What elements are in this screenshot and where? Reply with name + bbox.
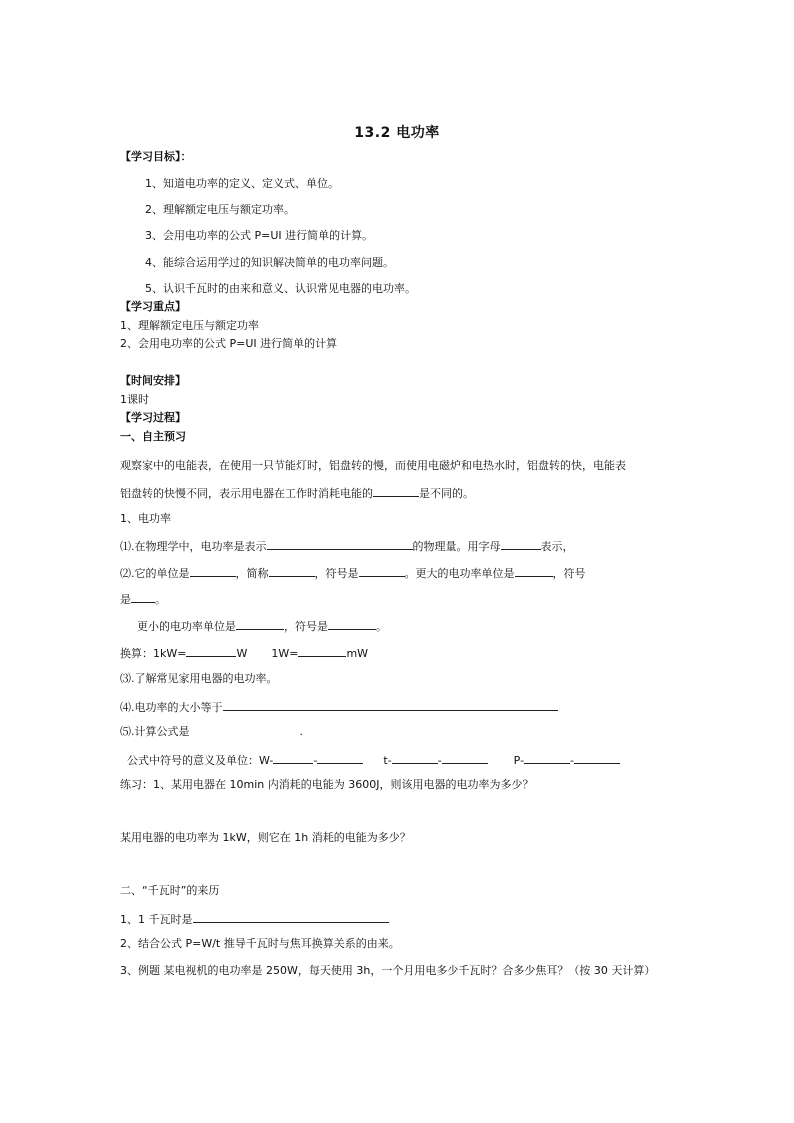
goal-item: 5、认识千瓦时的由来和意义、认识常见电器的电功率。 <box>145 282 416 295</box>
fill-blank[interactable] <box>373 485 419 497</box>
exercise-2: 某用电器的电功率为 1kW，则它在 1h 消耗的电能为多少？ <box>120 831 411 844</box>
intro-text-2: 铝盘转的快慢不同，表示用电器在工作时消耗电能的 是不同的。 <box>120 487 474 500</box>
fill-blank[interactable] <box>392 752 438 764</box>
fill-blank[interactable] <box>359 565 405 577</box>
fill-blank[interactable] <box>186 645 236 657</box>
goal-item: 2、理解额定电压与额定功率。 <box>145 203 295 216</box>
section-power-heading: 1、电功率 <box>120 512 171 525</box>
goals-heading: 【学习目标】： <box>120 150 192 163</box>
page-title: 13.2 电功率 <box>354 125 440 141</box>
fill-blank[interactable] <box>524 752 570 764</box>
goal-item: 4、能综合运用学过的知识解决简单的电功率问题。 <box>145 256 394 269</box>
fill-blank[interactable] <box>442 752 488 764</box>
fill-blank[interactable] <box>328 618 376 630</box>
fill-blank[interactable] <box>574 752 620 764</box>
fill-blank[interactable] <box>190 565 236 577</box>
question-2: ⑵.它的单位是 ，简称 ，符号是 。更大的电功率单位是 ，符号 <box>120 567 586 580</box>
intro-text: 观察家中的电能表，在使用一只节能灯时，铝盘转的慢，而使用电磁炉和电热水时，铝盘转的快，电能表 <box>120 459 626 472</box>
kwh-derivation: 2、结合公式 P=W/t 推导千瓦时与焦耳换算关系的由来。 <box>120 937 400 950</box>
time-value: 1课时 <box>120 393 149 406</box>
goal-item: 1、知道电功率的定义、定义式、单位。 <box>145 177 339 190</box>
kwh-definition: 1、1 千瓦时是 <box>120 911 389 927</box>
focus-item: 2、会用电功率的公式 P=UI 进行简单的计算 <box>120 337 338 350</box>
fill-blank[interactable] <box>236 618 284 630</box>
question-3: ⑶.了解常见家用电器的电功率。 <box>120 672 278 685</box>
question-4: ⑷.电功率的大小等于 <box>120 699 558 715</box>
part1-heading: 一、自主预习 <box>120 430 186 443</box>
fill-blank[interactable] <box>501 538 541 550</box>
kwh-example: 3、例题 某电视机的电功率是 250W，每天使用 3h，一个月用电多少千瓦时？合多少焦耳？（按 30 天计算） <box>120 964 656 977</box>
goal-item: 3、会用电功率的公式 P=UI 进行简单的计算。 <box>145 229 374 242</box>
exercise-1: 练习：1、某用电器在 10min 内消耗的电能为 3600J，则该用电器的电功率为多少？ <box>120 778 534 791</box>
part2-heading: 二、“千瓦时”的来历 <box>120 884 220 897</box>
fill-blank[interactable] <box>317 752 363 764</box>
fill-blank[interactable] <box>131 591 155 603</box>
question-1: ⑴.在物理学中，电功率是表示 的物理量。用字母 表示， <box>120 540 574 553</box>
time-heading: 【时间安排】 <box>120 374 186 387</box>
symbol-meanings: 公式中符号的意义及单位：W- - t- - P- - <box>127 752 620 768</box>
question-5: ⑸.计算公式是 . <box>120 725 303 738</box>
fill-blank[interactable] <box>269 565 315 577</box>
focus-item: 1、理解额定电压与额定功率 <box>120 319 259 332</box>
fill-blank[interactable] <box>223 699 558 711</box>
unit-conversion: 换算：1kW= W 1W= mW <box>120 647 369 660</box>
fill-blank[interactable] <box>193 911 389 923</box>
fill-blank[interactable] <box>273 752 313 764</box>
focus-heading: 【学习重点】 <box>120 300 186 313</box>
question-2-smaller-unit: 更小的电功率单位是 ，符号是 。 <box>137 620 387 633</box>
fill-blank[interactable] <box>515 565 553 577</box>
fill-blank[interactable] <box>298 645 346 657</box>
fill-blank[interactable] <box>267 538 413 550</box>
process-heading: 【学习过程】 <box>120 411 186 424</box>
question-2-cont: 是 。 <box>120 593 166 606</box>
